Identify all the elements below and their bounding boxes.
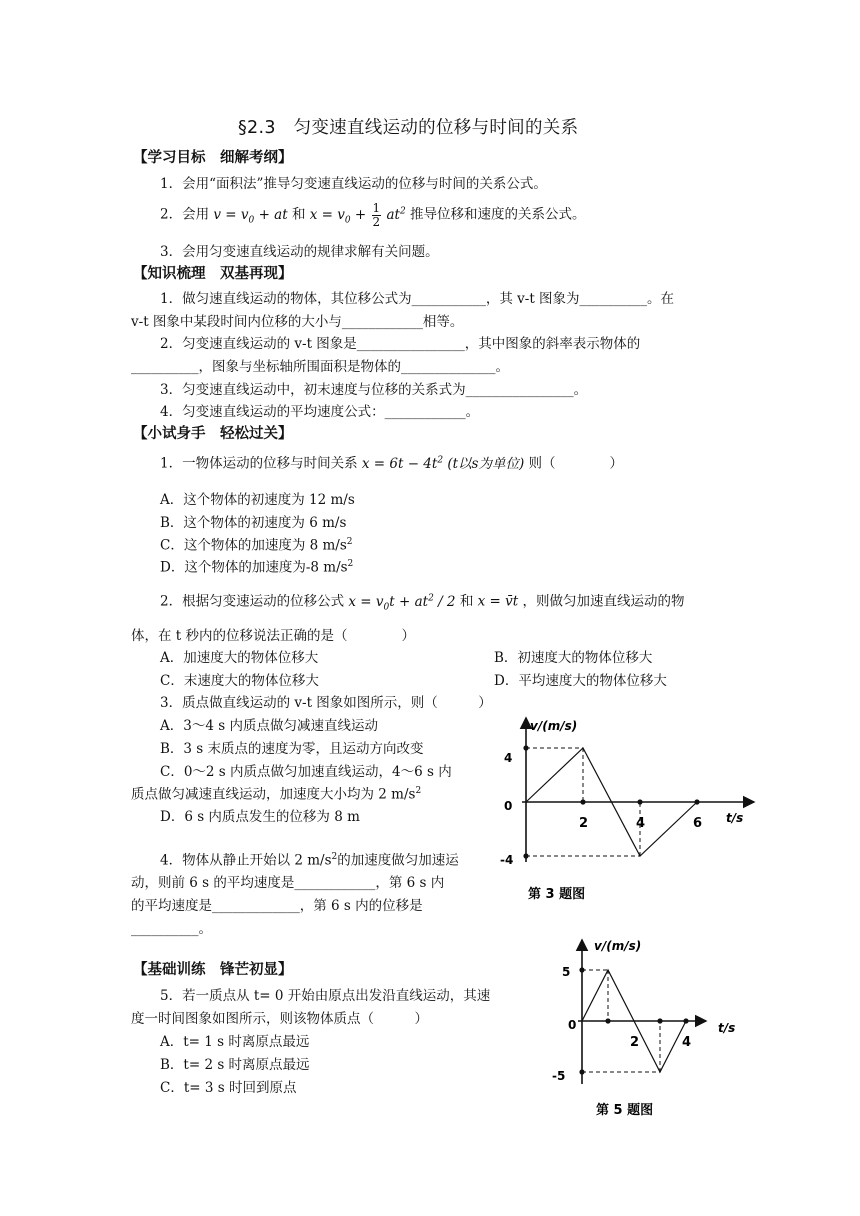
q5-option-b: B．t= 2 s 时离原点最远	[160, 1057, 310, 1073]
question-4-line4: __________。	[131, 921, 212, 937]
knowledge-2: 2．匀变速直线运动的 v-t 图象是________________，其中图象的斜率表示物体的	[160, 336, 641, 352]
question-1: 1．一物体运动的位移与时间关系 $x = 6t - 4t^2$ (t以s为单位) 则（ ）	[160, 455, 624, 472]
q1-option-a: A．这个物体的初速度为 12 m/s	[160, 492, 355, 508]
formula-q1: $x = 6t - 4t^2$ (t以s为单位)	[361, 455, 525, 472]
q1-option-c: C．这个物体的加速度为 8 $m/s^2$	[160, 537, 353, 554]
fig3-xlabel: t/s	[726, 811, 744, 825]
figure-3-vt-graph	[492, 712, 772, 902]
question-4: 4．物体从静止开始以 2 $m/s^2$的加速度做匀加速运	[160, 852, 459, 869]
formula-q2a: $x = v_0t + at^2 / 2$	[348, 593, 456, 613]
fig3-dot-foot-1	[580, 799, 585, 804]
q2-option-d: D．平均速度大的物体位移大	[494, 673, 667, 689]
knowledge-4: 4．匀变速直线运动的平均速度公式：____________。	[160, 404, 480, 420]
q1-option-d: D．这个物体的加速度为-8 $m/s^2$	[160, 559, 354, 576]
fig3-dot-foot-2	[637, 799, 642, 804]
fig5-dot-axis-2	[579, 1069, 584, 1074]
q3-option-d: D．6 s 内质点发生的位移为 8 m	[160, 809, 360, 825]
figure-5-vt-graph	[548, 934, 748, 1124]
fig3-caption: 第 3 题图	[528, 887, 586, 902]
fig5-dot-zero-3	[683, 1018, 688, 1023]
q1-option-b: B．这个物体的初速度为 6 m/s	[160, 515, 347, 531]
fig3-x-tick-2: 2	[579, 816, 589, 831]
section-header-knowledge: 【知识梳理 双基再现】	[133, 266, 293, 282]
fig3-dot-axis-2	[523, 853, 528, 858]
fig5-caption: 第 5 题图	[596, 1103, 654, 1118]
q3-option-b: B．3 s 末质点的速度为零，且运动方向改变	[160, 741, 424, 757]
question-2-cont: 体，在 t 秒内的位移说法正确的是（ ）	[131, 628, 416, 644]
formula-v: $v = v_0$ + at	[213, 206, 288, 226]
fig3-x-tick-4: 4	[636, 816, 646, 831]
fig3-y-bottom: -4	[500, 853, 514, 867]
section-header-objectives: 【学习目标 细解考纲】	[133, 150, 293, 166]
knowledge-3: 3．匀变速直线运动中，初末速度与位移的关系式为________________。	[160, 382, 588, 398]
knowledge-1: 1．做匀速直线运动的物体，其位移公式为___________，其 v-t 图象为__________。在	[160, 291, 675, 307]
objective-1: 1．会用“面积法”推导匀变速直线运动的位移与时间的关系公式。	[160, 176, 547, 192]
question-5-cont: 度一时间图象如图所示，则该物体质点（ ）	[131, 1011, 428, 1027]
section-header-practice: 【小试身手 轻松过关】	[133, 426, 293, 442]
q2-option-c: C．末速度大的物体位移大	[160, 673, 319, 689]
fig3-y-zero: 0	[504, 799, 513, 813]
fig5-xlabel: t/s	[718, 1021, 736, 1035]
fraction-half: $\frac{1}{2}$	[372, 201, 381, 229]
fig5-dot-axis-1	[579, 967, 584, 972]
section-header-basic-training: 【基础训练 锋芒初显】	[133, 962, 293, 978]
fig5-dot-foot-2	[657, 1018, 662, 1023]
objective-3: 3．会用匀变速直线运动的规律求解有关问题。	[160, 244, 439, 260]
fig3-x-tick-6: 6	[693, 816, 703, 831]
fig5-y-zero: 0	[568, 1018, 577, 1032]
fig5-y-top: 5	[562, 965, 571, 979]
question-2: 2．根据匀变速运动的位移公式 $x = v_0t + at^2 / 2$ 和 x = v̄t ，则做匀加速直线运动的物	[160, 593, 685, 613]
q2-option-a: A．加速度大的物体位移大	[160, 650, 319, 666]
question-4-line2: 动，则前 6 s 的平均速度是____________，第 6 s 内	[131, 875, 445, 891]
knowledge-2-cont: __________，图象与坐标轴所围面积是物体的______________。	[131, 359, 509, 375]
q2-option-b: B．初速度大的物体位移大	[494, 650, 653, 666]
question-4-line3: 的平均速度是_____________，第 6 s 内的位移是	[131, 898, 423, 914]
fig3-ylabel: v/(m/s)	[530, 719, 578, 733]
q3-option-a: A．3～4 s 内质点做匀减速直线运动	[160, 718, 378, 734]
fig5-x-tick-4: 4	[682, 1035, 692, 1050]
objective-2: 2．会用 $v = v_0$ + at 和 $x = v_0$ + $\frac{1}{2}$ $at^2$ 推导位移和速度的关系公式。	[160, 201, 586, 229]
fig5-y-bottom: -5	[552, 1069, 566, 1083]
fig5-ylabel: v/(m/s)	[594, 939, 642, 953]
q3-option-c: C．0～2 s 内质点做匀加速直线运动，4～6 s 内	[160, 764, 452, 780]
q5-option-a: A．t= 1 s 时离原点最远	[160, 1034, 310, 1050]
knowledge-1-cont: v-t 图象中某段时间内位移的大小与____________相等。	[131, 314, 464, 330]
q3-option-c-cont: 质点做匀减速直线运动，加速度大小均为 2 $m/s^2$	[131, 786, 422, 803]
formula-q2b: x = v̄t	[477, 593, 519, 610]
fig5-dot-foot-1	[605, 1018, 610, 1023]
formula-x: $x = v_0$ +	[309, 206, 367, 226]
page-title: §2.3 匀变速直线运动的位移与时间的关系	[238, 118, 579, 138]
fig3-dot-zero-3	[694, 799, 699, 804]
fig3-y-top: 4	[504, 751, 513, 765]
q5-option-c: C．t= 3 s 时回到原点	[160, 1080, 297, 1096]
fig5-x-tick-2: 2	[630, 1035, 640, 1050]
question-5: 5．若一质点从 t= 0 开始由原点出发沿直线运动，其速	[160, 988, 491, 1004]
fig3-dot-axis-1	[523, 745, 528, 750]
question-3: 3．质点做直线运动的 v-t 图象如图所示，则（ ）	[160, 695, 492, 711]
